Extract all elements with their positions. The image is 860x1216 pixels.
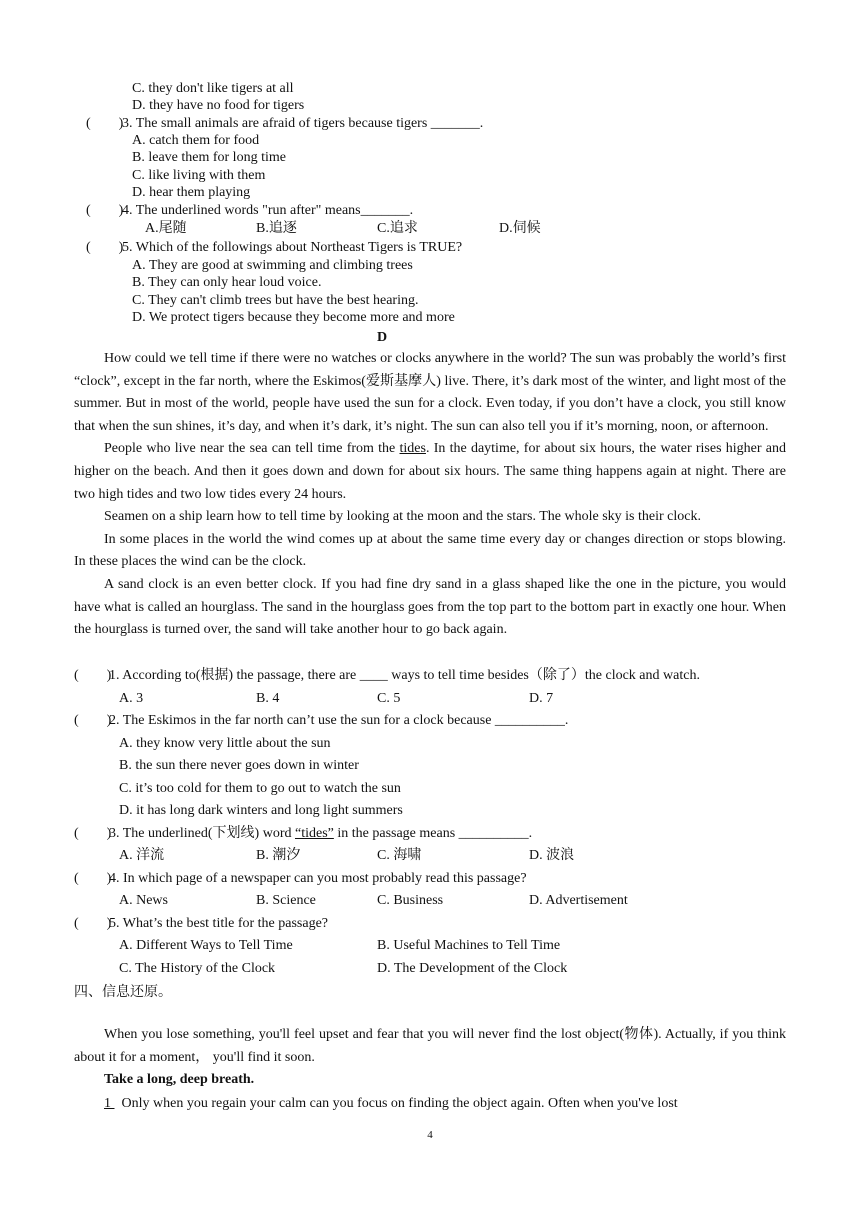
option-c: C. They can't climb trees but have the best hearing.: [132, 293, 419, 308]
option-b: B. the sun there never goes down in winter: [119, 758, 359, 773]
question-text: 3. The underlined(下划线) word: [109, 826, 295, 841]
question-5: 5. What’s the best title for the passage?: [109, 916, 329, 931]
reading-passage: [74, 348, 786, 642]
option-c: C.追求: [377, 221, 418, 236]
option-a: A. They are good at swimming and climbing trees: [132, 258, 413, 273]
paragraph-text: . In the daytime, for about six hours, the water rises higher and higher on the beach. And then it goes down and down for about six hours. The same thing happens again at night. There are two high tides and two low tides every 24 hours.: [74, 441, 786, 502]
option-b: B. Useful Machines to Tell Time: [377, 938, 561, 953]
paragraph: When you lose something, you'll feel upset and fear that you will never find the lost object(物体). Actually, if you think about it for a moment， you'll find it soon.: [74, 1027, 786, 1065]
option-c: C. they don't like tigers at all: [132, 81, 294, 96]
question-4: 4. The underlined words "run after" means_______.: [122, 203, 414, 218]
section-heading: 四、信息还原。: [74, 985, 172, 1000]
question-4: 4. In which page of a newspaper can you most probably read this passage?: [109, 871, 527, 886]
option-c: C. Business: [377, 893, 444, 908]
option-d: D. 波浪: [529, 848, 575, 863]
option-a: A. Different Ways to Tell Time: [119, 938, 293, 953]
tip-paragraph: [74, 1093, 786, 1116]
option-b: B. Science: [256, 893, 316, 908]
answer-blank[interactable]: 1: [104, 1096, 115, 1111]
answer-paren: ( ): [86, 240, 124, 255]
paragraph: How could we tell time if there were no watches or clocks anywhere in the world? The sun was probably the world’s first “clock”, except in the far north, where the Eskimos(爱斯基摩人) live. There, it’s dark most of the winter, and light most of the summer. But in most of the world, people have used the sun for a clock. Even today, if you don’t have a clock, you still know that when the sun shines, it’s day, and when it’s dark, it’s night. The sun can also tell you if it’s morning, noon, or afternoon.: [74, 351, 786, 434]
answer-paren: ( ): [74, 826, 112, 841]
option-d: D. 7: [529, 691, 554, 706]
section-heading: D: [376, 330, 388, 345]
answer-paren: ( ): [74, 713, 112, 728]
option-c: C. like living with them: [132, 168, 266, 183]
answer-paren: ( ): [74, 916, 112, 931]
answer-paren: ( ): [86, 203, 124, 218]
answer-paren: ( ): [74, 871, 112, 886]
underlined-word: tides: [399, 441, 426, 457]
page-number: 4: [427, 1129, 433, 1141]
intro-paragraph: [74, 1024, 786, 1069]
option-b: B. 潮汐: [256, 848, 301, 863]
question-3: 3. The small animals are afraid of tigers because tigers _______.: [122, 116, 484, 131]
option-b: B. They can only hear loud voice.: [132, 275, 322, 290]
option-a: A.尾随: [145, 221, 187, 236]
question-1: 1. According to(根据) the passage, there are ____ ways to tell time besides（除了）the clock and watch.: [109, 668, 700, 683]
option-a: A. News: [119, 893, 168, 908]
option-a: A. 3: [119, 691, 144, 706]
option-d: D. hear them playing: [132, 185, 251, 200]
option-d: D. Advertisement: [529, 893, 628, 908]
option-d: D. We protect tigers because they become more and more: [132, 310, 455, 325]
option-b: B. leave them for long time: [132, 150, 286, 165]
option-d: D. they have no food for tigers: [132, 98, 305, 113]
question-2: 2. The Eskimos in the far north can’t use the sun for a clock because __________.: [109, 713, 569, 728]
option-c: C. 海啸: [377, 848, 422, 863]
paragraph-text: People who live near the sea can tell time from the: [104, 441, 400, 457]
paragraph: A sand clock is an even better clock. If you had fine dry sand in a glass shaped like the one in the picture, you would have what is called an hourglass. The sand in the hourglass goes from the top part to the bottom part in exactly one hour. When the hourglass is turned over, the sand will take another hour to go back again.: [74, 576, 786, 638]
option-c: C. 5: [377, 691, 401, 706]
option-a: A. they know very little about the sun: [119, 736, 331, 751]
option-d: D. The Development of the Clock: [377, 961, 568, 976]
answer-paren: ( ): [86, 116, 124, 131]
option-c: C. The History of the Clock: [119, 961, 276, 976]
option-b: B. 4: [256, 691, 280, 706]
paragraph: Seamen on a ship learn how to tell time by looking at the moon and the stars. The whole sky is their clock.: [104, 509, 701, 525]
paragraph-text: Only when you regain your calm can you focus on finding the object again. Often when you've lost: [121, 1096, 678, 1111]
option-d: D.伺候: [499, 221, 541, 236]
answer-paren: ( ): [74, 668, 112, 683]
option-b: B.追逐: [256, 221, 297, 236]
question-3: [109, 825, 532, 842]
question-text: in the passage means __________.: [333, 826, 533, 841]
option-d: D. it has long dark winters and long light summers: [119, 803, 403, 818]
option-a: A. 洋流: [119, 848, 165, 863]
underlined-word: “tides”: [294, 826, 334, 841]
tip-heading: Take a long, deep breath.: [104, 1072, 255, 1087]
question-5: 5. Which of the followings about Northeast Tigers is TRUE?: [122, 240, 463, 255]
option-c: C. it’s too cold for them to go out to watch the sun: [119, 781, 401, 796]
paragraph: [74, 438, 786, 506]
option-a: A. catch them for food: [132, 133, 260, 148]
paragraph: In some places in the world the wind comes up at about the same time every day or changes direction or stops blowing. In these places the wind can be the clock.: [74, 531, 786, 570]
